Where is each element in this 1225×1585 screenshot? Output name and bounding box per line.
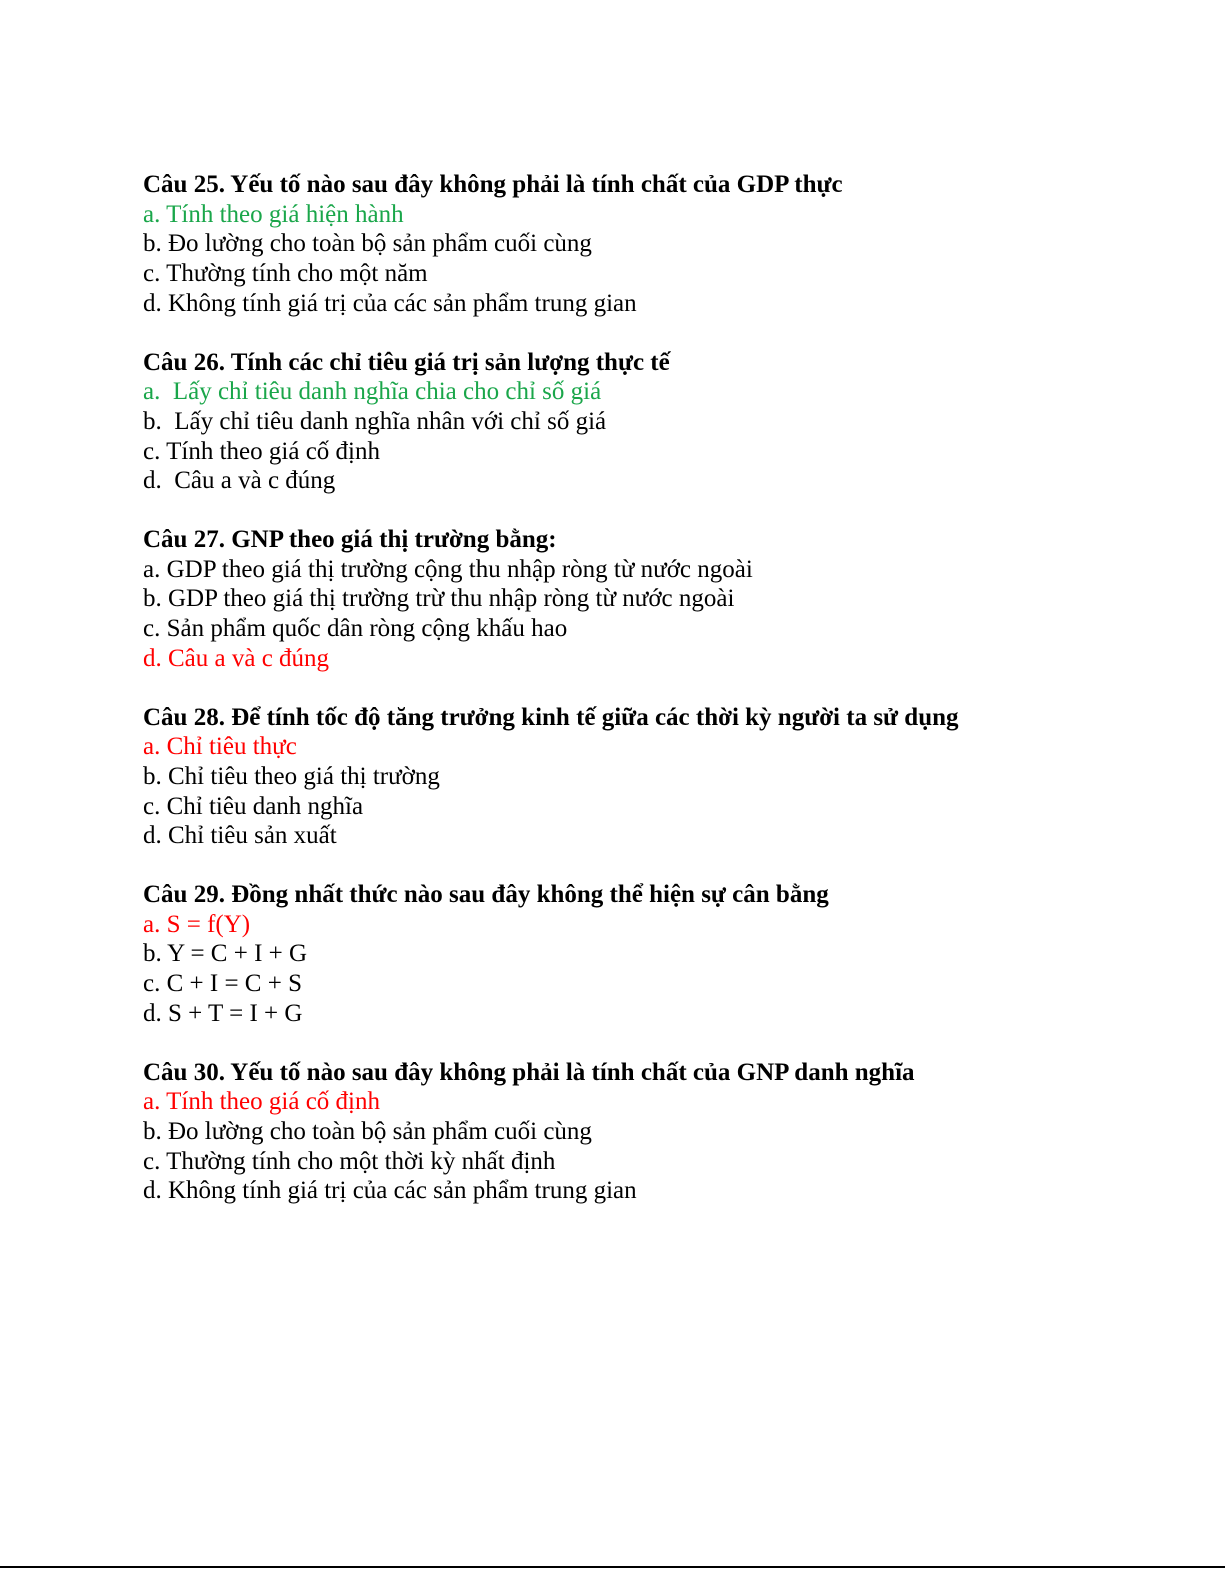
option-b: b. GDP theo giá thị trường trừ thu nhập ròng từ nước ngoài xyxy=(143,585,735,613)
option-b: b. Đo lường cho toàn bộ sản phẩm cuối cùng xyxy=(143,230,592,258)
question-title: Câu 29. Đồng nhất thức nào sau đây không thể hiện sự cân bằng xyxy=(143,881,829,909)
question-29 xyxy=(143,880,1143,1029)
option-a: a. Chỉ tiêu thực xyxy=(143,733,297,761)
option-d: d. Không tính giá trị của các sản phẩm trung gian xyxy=(143,289,637,317)
option-a: a. Lấy chỉ tiêu danh nghĩa chia cho chỉ số giá xyxy=(143,378,602,406)
question-title: Câu 26. Tính các chỉ tiêu giá trị sản lượng thực tế xyxy=(143,348,670,376)
option-c: c. Tính theo giá cố định xyxy=(143,437,380,465)
question-27 xyxy=(143,525,1143,674)
option-a: a. Tính theo giá cố định xyxy=(143,1088,380,1116)
question-title: Câu 28. Để tính tốc độ tăng trưởng kinh tế giữa các thời kỳ người ta sử dụng xyxy=(143,703,959,731)
question-title: Câu 27. GNP theo giá thị trường bằng: xyxy=(143,526,557,554)
page-bottom-rule xyxy=(0,1566,1225,1568)
option-c: c. Thường tính cho một năm xyxy=(143,260,428,288)
option-a: a. GDP theo giá thị trường cộng thu nhập ròng từ nước ngoài xyxy=(143,555,753,583)
option-a: a. Tính theo giá hiện hành xyxy=(143,200,404,228)
question-25 xyxy=(143,170,1143,319)
option-c: c. Thường tính cho một thời kỳ nhất định xyxy=(143,1147,556,1175)
option-c: c. Chỉ tiêu danh nghĩa xyxy=(143,792,364,820)
option-d: d. Câu a và c đúng xyxy=(143,467,336,495)
question-26 xyxy=(143,348,1143,497)
option-d: d. Câu a và c đúng xyxy=(143,644,330,672)
option-a: a. S = f(Y) xyxy=(143,910,251,938)
option-c: c. Sản phẩm quốc dân ròng cộng khấu hao xyxy=(143,615,568,643)
option-d: d. S + T = I + G xyxy=(143,999,303,1027)
option-c: c. C + I = C + S xyxy=(143,970,302,998)
question-list xyxy=(143,170,1143,1235)
question-title: Câu 25. Yếu tố nào sau đây không phải là tính chất của GDP thực xyxy=(143,171,843,198)
option-d: d. Không tính giá trị của các sản phẩm trung gian xyxy=(143,1177,637,1205)
option-b: b. Đo lường cho toàn bộ sản phẩm cuối cùng xyxy=(143,1117,592,1145)
option-b: b. Y = C + I + G xyxy=(143,940,308,968)
question-30 xyxy=(143,1058,1143,1207)
option-b: b. Chỉ tiêu theo giá thị trường xyxy=(143,762,440,790)
question-title: Câu 30. Yếu tố nào sau đây không phải là tính chất của GNP danh nghĩa xyxy=(143,1058,915,1086)
question-28 xyxy=(143,703,1143,852)
option-d: d. Chỉ tiêu sản xuất xyxy=(143,822,337,850)
option-b: b. Lấy chỉ tiêu danh nghĩa nhân với chỉ số giá xyxy=(143,407,607,435)
